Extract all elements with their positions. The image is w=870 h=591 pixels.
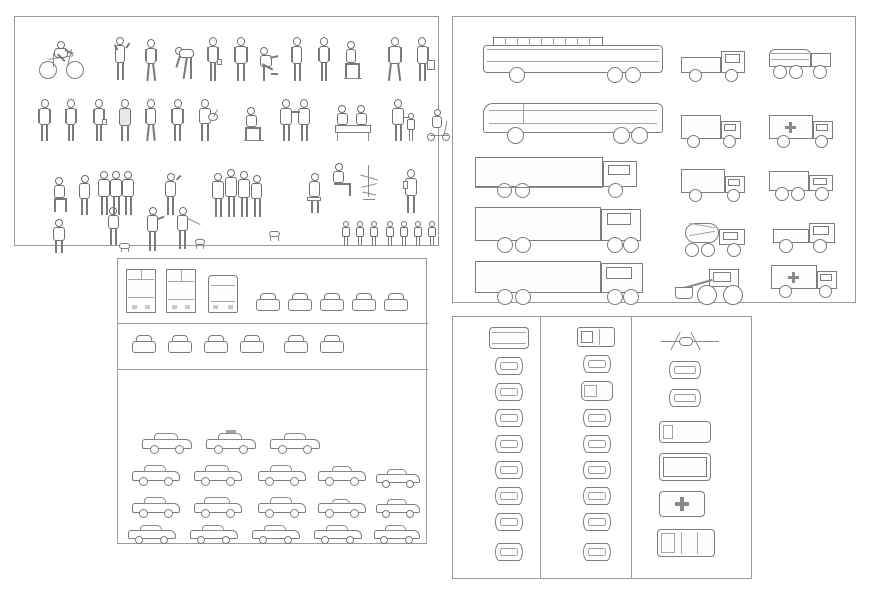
sedan-top-view bbox=[583, 487, 611, 505]
sedan-top-view bbox=[495, 487, 523, 505]
man-with-coat bbox=[117, 99, 133, 141]
cyclist-on-bicycle bbox=[39, 41, 85, 81]
flatbed-truck bbox=[681, 51, 747, 85]
person-with-backpack bbox=[403, 169, 421, 213]
christmas-tree bbox=[359, 165, 379, 201]
man-standing bbox=[233, 37, 249, 81]
topview-divider-2 bbox=[631, 317, 632, 578]
man-crouching-camera bbox=[258, 47, 280, 81]
person-sitting-chair bbox=[343, 41, 363, 81]
sedan-top-view bbox=[583, 409, 611, 427]
couple-sitting-bench bbox=[335, 105, 371, 141]
sedan-side-view bbox=[376, 469, 420, 487]
small-dog bbox=[269, 231, 281, 241]
man-walking bbox=[37, 99, 53, 141]
box-truck bbox=[681, 169, 747, 203]
bus-top-view bbox=[659, 421, 711, 443]
sedan-top-view bbox=[495, 513, 523, 531]
person-bending-over bbox=[175, 45, 197, 81]
city-bus-side-view bbox=[483, 37, 663, 83]
sedan-side-view bbox=[314, 525, 362, 543]
sedan-side-view bbox=[128, 525, 176, 543]
box-trailer-truck-side-view bbox=[475, 207, 665, 255]
fire-truck-top-view bbox=[657, 529, 715, 557]
car-front-view bbox=[240, 335, 264, 353]
sedan-top-view bbox=[669, 361, 701, 379]
sedan-side-view bbox=[252, 525, 300, 543]
pickup-top-view bbox=[581, 381, 613, 401]
two-people-talking bbox=[279, 99, 313, 141]
wheel-loader bbox=[675, 265, 757, 307]
sedan-side-view bbox=[258, 497, 306, 517]
delivery-van bbox=[681, 115, 743, 149]
person-standing bbox=[77, 175, 93, 215]
pickup-truck bbox=[773, 221, 837, 255]
sedan-top-view bbox=[583, 435, 611, 453]
sedan-side-view bbox=[132, 465, 180, 485]
woman-with-bag bbox=[91, 99, 107, 141]
woman-walking bbox=[143, 39, 159, 81]
long-haul-truck-side-view bbox=[475, 261, 665, 307]
car-front-view bbox=[288, 293, 312, 311]
woman-standing bbox=[63, 99, 79, 141]
car-front-view bbox=[284, 335, 308, 353]
sedan-top-view bbox=[583, 355, 611, 373]
cars-panel-divider-1 bbox=[118, 323, 428, 324]
semi-trailer-truck-side-view bbox=[475, 157, 661, 201]
sedan-top-view bbox=[495, 409, 523, 427]
person-seated-side bbox=[331, 163, 355, 197]
cars-panel-divider-2 bbox=[118, 369, 428, 370]
sedan-side-view bbox=[374, 525, 420, 543]
sedan-side-view bbox=[132, 497, 180, 517]
man-standing-side bbox=[290, 37, 304, 81]
car-front-view bbox=[320, 293, 344, 311]
car-front-view bbox=[352, 293, 376, 311]
sedan-top-view bbox=[583, 543, 611, 561]
bus-front-view-2 bbox=[166, 269, 196, 313]
ambulance-van bbox=[769, 115, 835, 149]
man-playing-guitar bbox=[197, 99, 219, 141]
car-front-view bbox=[204, 335, 228, 353]
concrete-mixer-truck bbox=[681, 221, 753, 259]
car-front-view bbox=[384, 293, 408, 311]
sedan-top-view bbox=[495, 435, 523, 453]
sedan-top-view bbox=[669, 389, 701, 407]
car-front-view bbox=[320, 335, 344, 353]
person-on-scooter bbox=[427, 109, 451, 141]
truck-top-view bbox=[577, 327, 615, 347]
van-front-view bbox=[208, 275, 238, 313]
person-standing bbox=[170, 99, 186, 141]
person-waving bbox=[111, 37, 129, 81]
car-front-view bbox=[132, 335, 156, 353]
helicopter-top-view bbox=[661, 331, 719, 353]
man-walking-briefcase bbox=[387, 37, 405, 81]
woman-pointing bbox=[145, 207, 163, 251]
convertible-side-view bbox=[318, 497, 366, 517]
woman-walking-side bbox=[143, 99, 159, 141]
police-car-side-view bbox=[206, 433, 256, 453]
wagon-side-view bbox=[194, 497, 242, 517]
sedan-side-view bbox=[190, 525, 238, 543]
coach-bus-side-view bbox=[483, 103, 663, 145]
family-group bbox=[211, 169, 263, 217]
person-standing-arms-crossed bbox=[51, 219, 69, 253]
person-on-bench bbox=[307, 173, 327, 213]
sedan-top-view bbox=[583, 461, 611, 479]
small-figure-row bbox=[341, 219, 441, 245]
person-walking-dog bbox=[175, 207, 205, 251]
sedan-side-view bbox=[376, 499, 420, 517]
trucks-panel bbox=[452, 16, 856, 303]
dump-truck bbox=[769, 169, 837, 203]
van-top-view bbox=[659, 453, 711, 481]
sedan-top-view bbox=[495, 383, 523, 401]
person-sitting-stool bbox=[51, 177, 71, 213]
sedan-top-view bbox=[495, 461, 523, 479]
bus-top-view bbox=[489, 327, 529, 349]
ambulance-truck bbox=[771, 265, 839, 299]
topview-panel bbox=[452, 316, 752, 579]
woman-standing bbox=[317, 37, 331, 81]
car-front-view bbox=[168, 335, 192, 353]
group-of-three-standing bbox=[97, 171, 137, 215]
sedan-top-view bbox=[495, 357, 523, 375]
car-front-view bbox=[256, 293, 280, 311]
military-truck bbox=[769, 47, 835, 83]
topview-divider-1 bbox=[540, 317, 541, 578]
cars-panel bbox=[117, 258, 427, 544]
woman-standing-bag bbox=[205, 37, 221, 81]
sports-car-side-view bbox=[318, 465, 366, 485]
sedan-top-view bbox=[495, 543, 523, 561]
man-with-suitcase bbox=[415, 37, 435, 81]
sedan-side-view bbox=[142, 433, 192, 453]
sedan-top-view bbox=[583, 513, 611, 531]
woman-with-child bbox=[391, 99, 415, 141]
person-sitting-chair bbox=[243, 107, 265, 141]
ambulance-top-view bbox=[659, 491, 705, 517]
hatchback-side-view bbox=[194, 465, 242, 485]
bus-front-view bbox=[126, 269, 156, 313]
coupe-side-view bbox=[270, 433, 320, 453]
people-panel bbox=[14, 16, 439, 246]
sedan-side-view bbox=[258, 465, 306, 485]
